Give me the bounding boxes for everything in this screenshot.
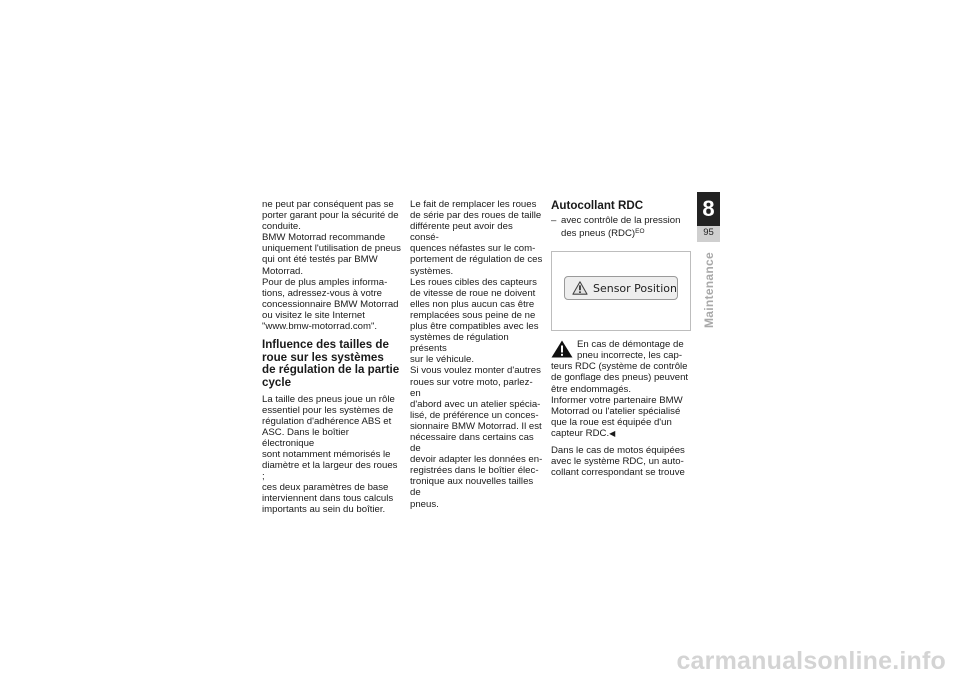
text-line: régulation d'adhérence ABS et — [262, 415, 392, 427]
text-line: concessionnaire BMW Motorrad — [262, 298, 399, 310]
watermark: carmanualsonline.info — [676, 647, 946, 675]
text-line: que la roue est équipée d'un — [551, 416, 672, 428]
section-heading-rdc: Autocollant RDC — [551, 199, 644, 212]
sticker-text: Sensor Position — [592, 281, 677, 295]
text-line: de vitesse de roue ne doivent — [410, 287, 536, 299]
text-line: tions, adressez-vous à votre — [262, 287, 382, 299]
chapter-title-vertical: Maintenance — [702, 252, 716, 328]
text-line: d'abord avec un atelier spécia- — [410, 398, 541, 410]
text-line — [551, 428, 691, 439]
text-line: ou visitez le site Internet — [262, 309, 365, 321]
text-line: portement de régulation de ces — [410, 254, 543, 266]
heading-line: de régulation de la partie — [262, 363, 400, 377]
exclamation-triangle-icon — [572, 280, 588, 296]
text-line: Motorrad. — [262, 265, 304, 277]
text-line: collant correspondant se trouve — [551, 467, 685, 479]
text-line: Si vous voulez monter d'autres — [410, 365, 541, 377]
column-3 — [551, 199, 691, 478]
col1-paragraph-b — [262, 394, 402, 516]
warning-note — [551, 339, 691, 439]
text-line: Motorrad ou l'atelier spécialisé — [551, 405, 681, 417]
text-line: registrées dans le boîtier élec- — [410, 465, 539, 477]
text-line: qui ont été testés par BMW — [262, 254, 378, 266]
heading-line: cycle — [262, 375, 292, 389]
text-line: roues sur votre moto, parlez-en — [410, 376, 533, 399]
text-line: "www.bmw-motorrad.com". — [262, 321, 378, 333]
text-line: uniquement l'utilisation de pneus — [262, 243, 401, 255]
bullet-text — [561, 215, 680, 239]
col3-paragraph-after — [551, 445, 691, 478]
col1-paragraph-a — [262, 199, 402, 332]
column-2 — [410, 199, 543, 510]
column-1 — [262, 199, 402, 516]
text-line: sur le véhicule. — [410, 354, 474, 366]
sensor-sticker-figure — [551, 251, 691, 331]
text-line: devoir adapter les données en- — [410, 454, 543, 466]
text-line: En cas de démontage de — [577, 339, 684, 351]
end-marker-icon: ◀ — [609, 428, 616, 438]
text-line: Informer votre partenaire BMW — [551, 394, 683, 406]
warning-text-part: capteur RDC. — [551, 427, 610, 439]
text-line: ne peut par conséquent pas se — [262, 199, 394, 210]
text-line: pneus. — [410, 498, 439, 510]
text-line: de série par des roues de taille — [410, 210, 542, 222]
text-line: Les roues cibles des capteurs — [410, 276, 537, 288]
text-line: être endommagés. — [551, 383, 631, 395]
text-line: avec le système RDC, un auto- — [551, 456, 684, 468]
text-line — [561, 226, 680, 239]
text-line: porter garant pour la sécurité de — [262, 210, 399, 222]
text-line: ASC. Dans le boîtier électronique — [262, 426, 349, 449]
text-line: tronique aux nouvelles tailles de — [410, 476, 534, 499]
bullet-text-part: des pneus (RDC) — [561, 228, 636, 240]
text-line: essentiel pour les systèmes de — [262, 404, 394, 416]
text-line: BMW Motorrad recommande — [262, 232, 386, 244]
text-line: importants au sein du boîtier. — [262, 504, 386, 516]
section-heading-wheel-size — [262, 339, 402, 389]
rdc-bullet — [551, 215, 691, 239]
text-line: Pour de plus amples informa- — [262, 276, 388, 288]
text-line: Le fait de remplacer les roues — [410, 199, 537, 210]
sensor-position-sticker — [564, 276, 678, 300]
chapter-number: 8 — [702, 196, 715, 221]
text-line: nécessaire dans certains cas de — [410, 431, 534, 455]
text-line: pneu incorrecte, les cap- — [577, 350, 683, 362]
text-line: systèmes de régulation présents — [410, 332, 509, 355]
text-line: lisé, de préférence un conces- — [410, 409, 539, 421]
text-line: avec contrôle de la pression — [561, 215, 681, 226]
text-line: elles non plus aucun cas être — [410, 298, 535, 310]
text-line: diamètre et la largeur des roues ; — [262, 460, 398, 483]
text-line: plus être compatibles avec les — [410, 321, 539, 333]
text-line: remplacées sous peine de ne — [410, 309, 536, 321]
text-line: différente peut avoir des consé- — [410, 221, 513, 244]
text-line: La taille des pneus joue un rôle — [262, 393, 395, 405]
text-line: sont notamment mémorisés le — [262, 448, 391, 460]
text-line: conduite. — [262, 221, 301, 233]
page-number: 95 — [703, 227, 714, 238]
text-line: sionnaire BMW Motorrad. Il est — [410, 420, 542, 432]
text-line: quences néfastes sur le com- — [410, 243, 536, 255]
text-line: teurs RDC (système de contrôle — [551, 361, 688, 373]
text-line: interviennent dans tous calculs — [262, 493, 394, 505]
text-line: Dans le cas de motos équipées — [551, 445, 685, 457]
bullet-dash: – — [551, 215, 557, 226]
warning-triangle-icon — [551, 340, 573, 358]
text-line: systèmes. — [410, 265, 454, 277]
text-line: de gonflage des pneus) peuvent — [551, 372, 689, 384]
heading-line: roue sur les systèmes — [262, 350, 384, 364]
option-superscript: EO — [635, 228, 645, 236]
text-line: ces deux paramètres de base — [262, 482, 389, 494]
heading-line: Influence des tailles de — [262, 338, 389, 352]
